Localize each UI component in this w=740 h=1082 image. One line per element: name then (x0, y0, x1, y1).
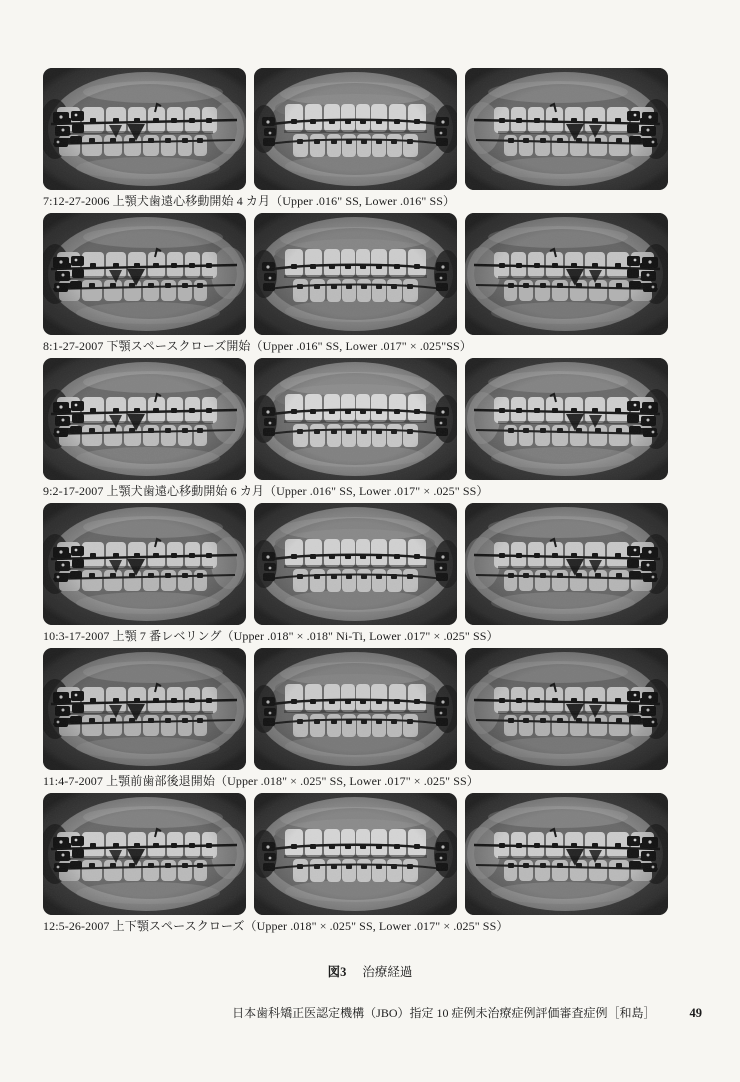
frontal-intraoral-photo (254, 68, 457, 190)
frontal-intraoral-photo (254, 648, 457, 770)
frontal-intraoral-photo (254, 358, 457, 480)
photo-strip (43, 648, 668, 770)
left-buccal-intraoral-photo (465, 793, 668, 915)
figure-caption (0, 962, 740, 980)
treatment-stage-row (43, 503, 668, 648)
right-buccal-intraoral-photo (43, 648, 246, 770)
treatment-stage-row (43, 68, 668, 213)
right-buccal-intraoral-photo (43, 793, 246, 915)
stage-caption: 8:1-27-2007 下顎スペースクローズ開始（Upper .016" SS, Lower .017" × .025"SS） (43, 339, 472, 353)
treatment-stage-row (43, 358, 668, 503)
right-buccal-intraoral-photo (43, 358, 246, 480)
frontal-intraoral-photo (254, 213, 457, 335)
stage-caption: 11:4-7-2007 上顎前歯部後退開始（Upper .018" × .025" SS, Lower .017" × .025" SS） (43, 774, 479, 788)
stage-caption: 9:2-17-2007 上顎犬歯遠心移動開始 6 カ月（Upper .016" SS, Lower .017" × .025" SS） (43, 484, 489, 498)
treatment-stage-row (43, 648, 668, 793)
treatment-stage-row (43, 793, 668, 938)
photo-strip (43, 68, 668, 190)
figure-label: 図3 (327, 965, 347, 979)
page-footer (0, 1004, 740, 1021)
right-buccal-intraoral-photo (43, 68, 246, 190)
left-buccal-intraoral-photo (465, 213, 668, 335)
stage-caption: 10:3-17-2007 上顎 7 番レベリング（Upper .018" × .018" Ni-Ti, Lower .017" × .025" SS） (43, 629, 499, 643)
page-number: 49 (689, 1006, 702, 1020)
left-buccal-intraoral-photo (465, 68, 668, 190)
stage-caption: 12:5-26-2007 上下顎スペースクローズ（Upper .018" × .025" SS, Lower .017" × .025" SS） (43, 919, 509, 933)
photo-strip (43, 358, 668, 480)
right-buccal-intraoral-photo (43, 503, 246, 625)
stage-caption: 7:12-27-2006 上顎犬歯遠心移動開始 4 カ月（Upper .016" SS, Lower .016" SS） (43, 194, 456, 208)
photo-strip (43, 793, 668, 915)
frontal-intraoral-photo (254, 793, 457, 915)
treatment-photo-grid (43, 68, 668, 938)
photo-strip (43, 503, 668, 625)
left-buccal-intraoral-photo (465, 503, 668, 625)
treatment-stage-row (43, 213, 668, 358)
figure-title: 治療経過 (362, 965, 413, 979)
photo-strip (43, 213, 668, 335)
footer-citation-text: 日本歯科矯正医認定機構（JBO）指定 10 症例未治療症例評価審査症例［和島］ (232, 1006, 656, 1020)
left-buccal-intraoral-photo (465, 648, 668, 770)
right-buccal-intraoral-photo (43, 213, 246, 335)
left-buccal-intraoral-photo (465, 358, 668, 480)
frontal-intraoral-photo (254, 503, 457, 625)
